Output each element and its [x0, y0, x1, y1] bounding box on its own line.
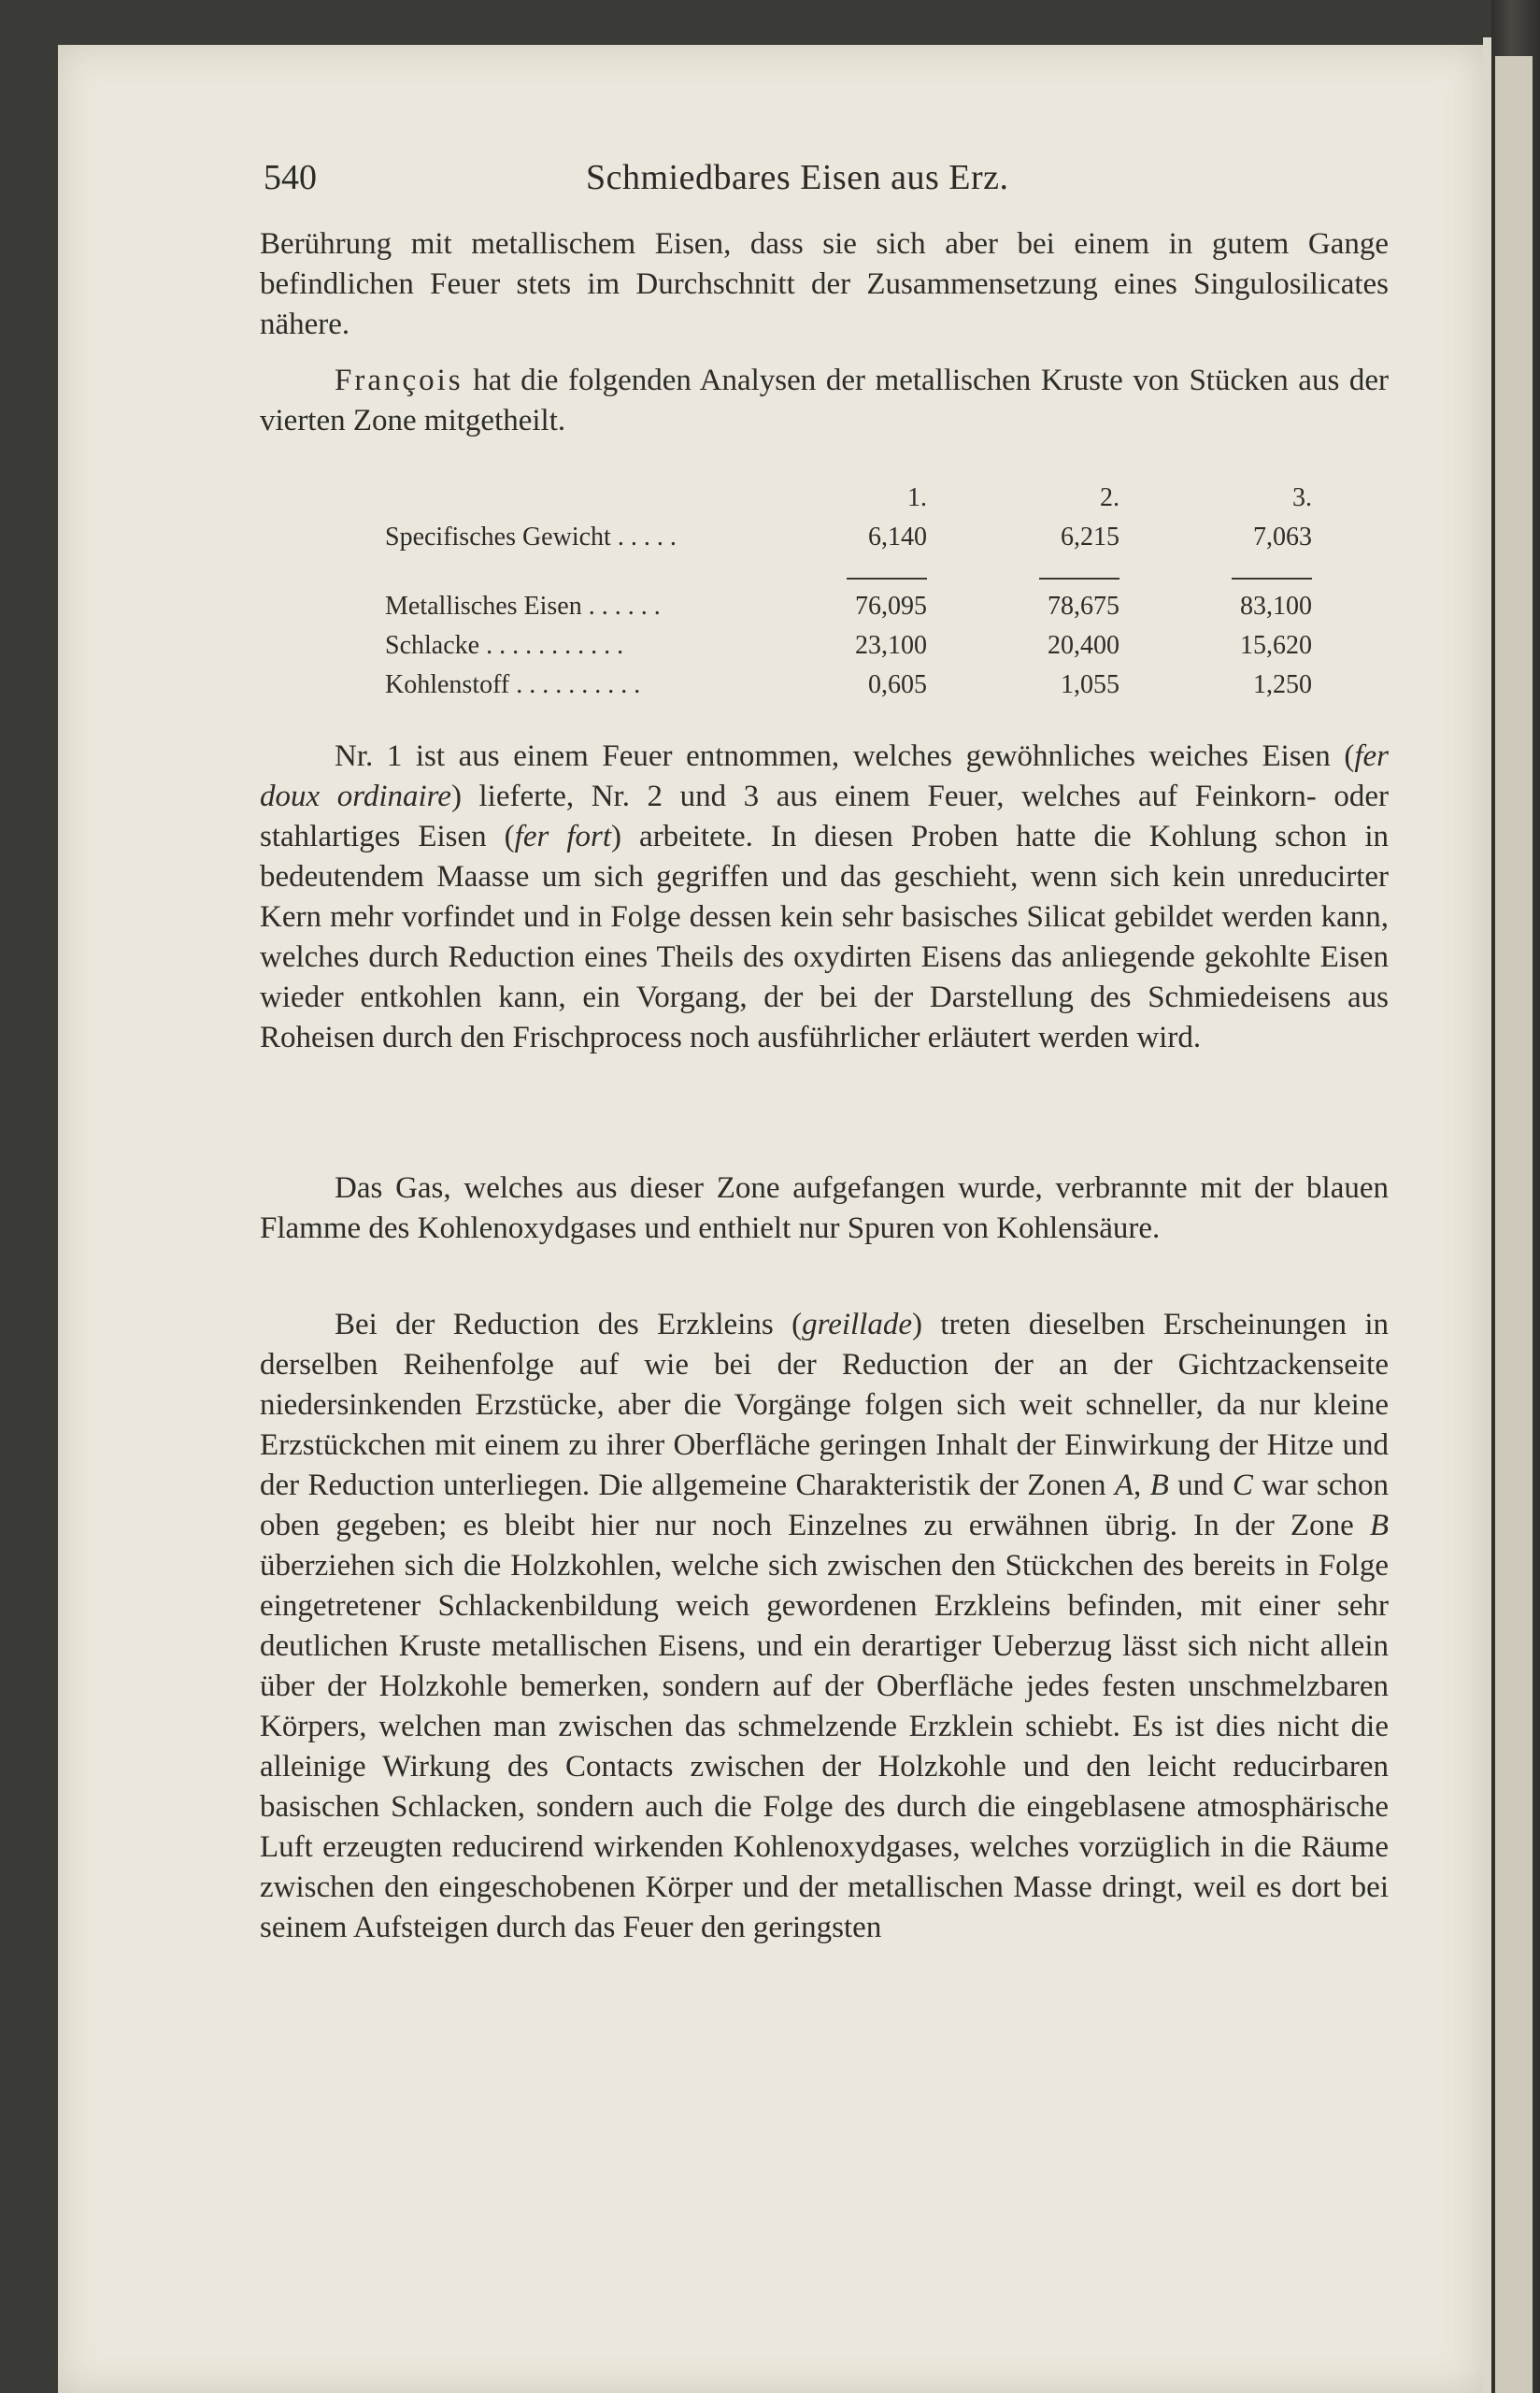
table-rule [385, 557, 1318, 587]
table-row [385, 518, 1318, 557]
analysis-table [385, 479, 1318, 705]
table-row [385, 587, 1318, 626]
table-header-row [385, 479, 1318, 518]
paragraph-5 [260, 1305, 1389, 1948]
zone-label: B [1369, 1509, 1389, 1542]
next-page-edge [1495, 56, 1533, 2393]
table-cell: 1,055 [1061, 670, 1119, 699]
text-run: Bei der Reduction des Erzkleins ( [335, 1308, 803, 1341]
column-header: 3. [1292, 483, 1312, 512]
table-row [385, 666, 1318, 705]
table-cell: 6,140 [868, 523, 927, 552]
paragraph-4: Das Gas, welches aus dieser Zone aufgefangen wurde, verbrannte mit der blauen Flamme des Kohlenoxydgases und enthielt nur Spuren von Kohlensäure. [260, 1171, 1389, 1245]
table-cell: 20,400 [1048, 631, 1119, 660]
italic-term: greillade [802, 1308, 912, 1341]
paragraph-2-text: hat die folgenden Analysen der metallischen Kruste von Stücken aus der vierten Zone mitgetheilt. [260, 364, 1389, 437]
table-cell: 23,100 [855, 631, 927, 660]
column-header: 1. [907, 483, 927, 512]
page-number: 540 [264, 158, 317, 197]
paragraph-1: Berührung mit metallischem Eisen, dass sie sich aber bei einem in gutem Gange befindlichen Feuer stets im Durchschnitt der Zusammensetzung eines Singulosilicates nähere. [260, 227, 1389, 341]
text-run: ) arbeitete. In diesen Proben hatte die Kohlung schon in bedeutendem Maasse um sich gegriffen und das geschieht, wenn sich kein unreducirter Kern mehr vorfindet und in Folge dessen kein sehr basisches Silicat gebildet werden kann, welches durch Reduction eines Theils des oxydirten Eisens das anliegende gekohlte Eisen wieder entkohlen kann, ein Vorgang, der bei der Darstellung des Schmiedeisens aus Roheisen durch den Frischprocess noch ausführlicher erläutert werden wird. [260, 820, 1389, 1054]
row-label: Kohlenstoff . . . . . . . . . . [385, 670, 641, 699]
italic-term: fer doux ordinaire [260, 739, 1389, 813]
page-edge [1483, 37, 1491, 2393]
paragraph-3 [260, 737, 1389, 1058]
table-cell: 7,063 [1253, 523, 1312, 552]
zone-label: A [1114, 1469, 1134, 1502]
table-row [385, 626, 1318, 666]
text-run: war schon oben gegeben; es bleibt hier nur noch Einzelnes zu erwähnen übrig. In der Zone [260, 1469, 1390, 1542]
text-run: überziehen sich die Holzkohlen, welche sich zwischen den Stückchen des bereits in Folge eingetretener Schlackenbildung weich gewordenen Erzkleins befinden, mit einer sehr deutlichen Kruste metallischen Eisens, und ein derartiger Ueberzug lässt sich nicht allein über der Holzkohle bemerken, sondern auf der Oberfläche jedes festen unschmelzbaren Körpers, welchen man zwischen das schmelzende Erzklein schiebt. Es ist dies nicht die alleinige Wirkung des Contacts zwischen der Holzkohle und den leicht reducirbaren basischen Schlacken, sondern auch die Folge des durch die eingeblasene atmosphärische Luft erzeugten reducirend wirkenden Kohlenoxydgases, welches vorzüglich in die Räume zwischen den eingeschobenen Körper und der metallischen Masse dringt, weil es dort bei seinem Aufsteigen durch das Feuer den geringsten [260, 1549, 1389, 1944]
text-run: , [1134, 1469, 1150, 1502]
row-label: Schlacke . . . . . . . . . . . [385, 631, 624, 660]
italic-term: fer fort [514, 820, 612, 853]
row-label: Specifisches Gewicht . . . . . [385, 523, 677, 552]
text-run: und [1168, 1469, 1233, 1502]
zone-label: C [1232, 1469, 1253, 1502]
table-cell: 1,250 [1253, 670, 1312, 699]
table-cell: 83,100 [1240, 592, 1312, 621]
zone-label: B [1149, 1469, 1169, 1502]
table-cell: 76,095 [855, 592, 927, 621]
running-title: Schmiedbares Eisen aus Erz. [586, 158, 1009, 197]
table-cell: 0,605 [868, 670, 927, 699]
text-run: ) lieferte, Nr. 2 und 3 aus einem Feuer, welches auf Feinkorn- oder stahlartiges Eisen ( [260, 780, 1389, 853]
row-label: Metallisches Eisen . . . . . . [385, 592, 661, 621]
table-cell: 78,675 [1048, 592, 1119, 621]
author-name: François [335, 364, 463, 397]
text-run: ) treten dieselben Erscheinungen in derselben Reihenfolge auf wie bei der Reduction der an der Gichtzackenseite niedersinkenden Erzstücke, aber die Vorgänge folgen sich weit schneller, da nur kleine Erzstückchen mit einem zu ihrer Oberfläche geringen Inhalt der Einwirkung der Hitze und der Reduction unterliegen. Die allgemeine Charakteristik der Zonen [260, 1308, 1389, 1502]
paragraph-2 [260, 361, 1389, 441]
text-run: Nr. 1 ist aus einem Feuer entnommen, welches gewöhnliches weiches Eisen ( [335, 739, 1355, 773]
table-cell: 6,215 [1061, 523, 1119, 552]
table-cell: 15,620 [1240, 631, 1312, 660]
column-header: 2. [1100, 483, 1119, 512]
